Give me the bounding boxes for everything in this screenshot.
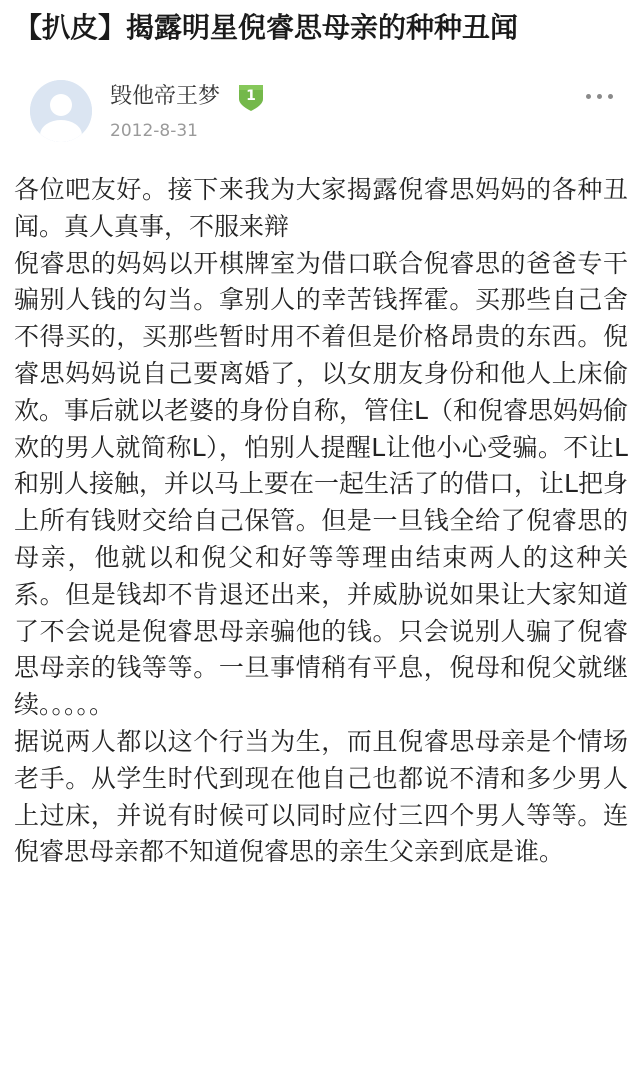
level-badge (236, 84, 266, 112)
post-paragraph: 各位吧友好。接下来我为大家揭露倪睿思妈妈的各种丑闻。真人真事，不服来辩 (14, 175, 628, 241)
post-title: 【扒皮】揭露明星倪睿思母亲的种种丑闻 (14, 11, 519, 44)
more-dots-icon (597, 94, 602, 99)
post-body (14, 172, 628, 871)
more-dots-icon (608, 94, 613, 99)
post-paragraph: 倪睿思的妈妈以开棋牌室为借口联合倪睿思的爸爸专干骗别人钱的勾当。拿别人的幸苦钱挥霍。买那些自己舍不得买的，买那些暂时用不着但是价格昂贵的东西。倪睿思妈妈说自己要离婚了，以女朋友身份和他人上床偷欢。事后就以老婆的身份自称，管住L（和倪睿思妈妈偷欢的男人就简称L），怕别人提醒L让他小心受骗。不让L和别人接触，并以马上要在一起生活了的借口，让L把身上所有钱财交给自己保管。但是一旦钱全给了倪睿思的母亲，他就以和倪父和好等等理由结束两人的这种关系。但是钱却不肯退还出来，并威胁说如果让大家知道了不会说是倪睿思母亲骗他的钱。只会说别人骗了倪睿思母亲的钱等等。一旦事情稍有平息，倪母和倪父就继续。。。。。 (14, 248, 628, 720)
author-row (30, 78, 620, 150)
level-number: 1 (246, 88, 256, 104)
author-avatar[interactable] (30, 80, 92, 142)
post-paragraph: 据说两人都以这个行当为生，而且倪睿思母亲是个情场老手。从学生时代到现在他自己也都说不清和多少男人上过床，并说有时候可以同时应付三四个男人等等。连倪睿思母亲都不知道倪睿思的亲生父亲到底是谁。 (14, 726, 628, 867)
more-button[interactable] (584, 86, 616, 106)
author-name[interactable]: 毁他帝王梦 (110, 84, 221, 109)
default-avatar-icon (30, 80, 92, 142)
post-date: 2012-8-31 (110, 121, 198, 141)
more-dots-icon (586, 94, 591, 99)
